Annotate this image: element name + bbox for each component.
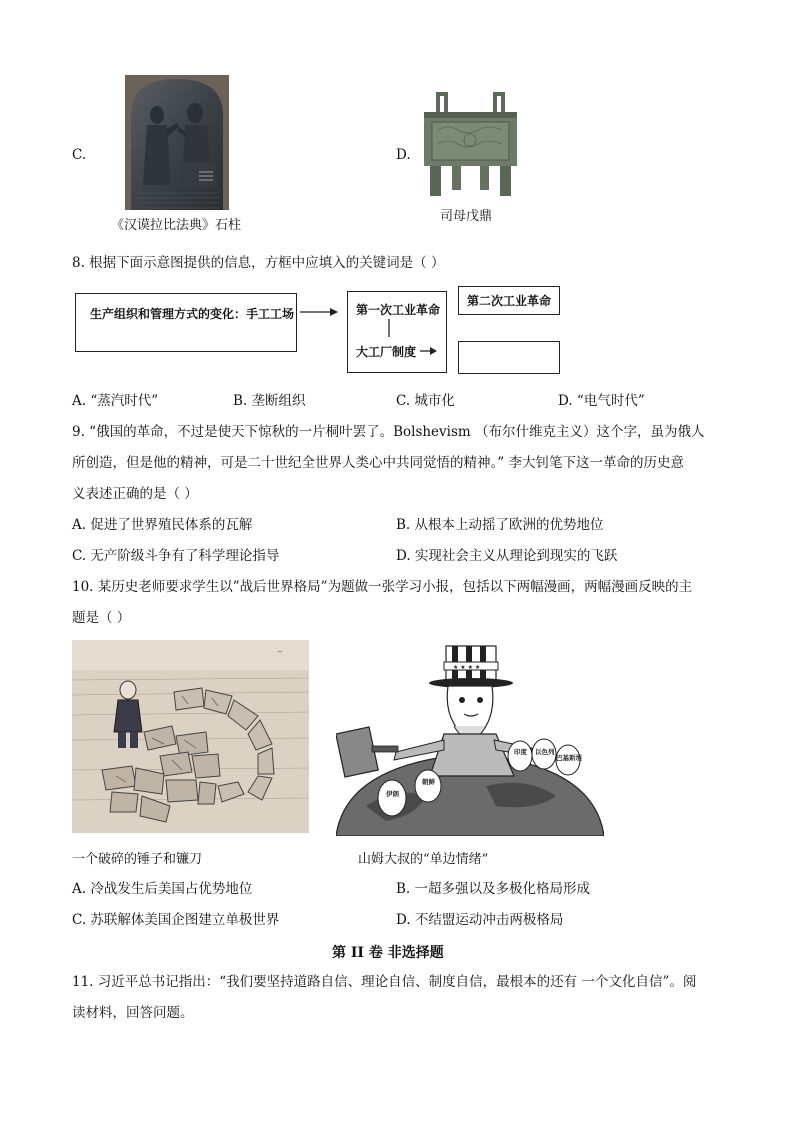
cartoon1-caption: 一个破碎的锤子和镰刀: [72, 852, 203, 867]
q10-option-b[interactable]: B. 一超多强以及多极化格局形成: [396, 881, 591, 897]
q9-stem-line1: 9. “俄国的革命，不过是使天下惊秋的一片桐叶罢了。Bolshevism （布尔什维克主义）这个字，虽为俄人: [72, 424, 705, 440]
q9-option-a[interactable]: A. 促进了世界殖民体系的瓦解: [72, 517, 253, 533]
q8-stem: 8. 根据下面示意图提供的信息，方框中应填入的关键词是（ ）: [72, 255, 445, 271]
simuwu-ding-image: [418, 88, 523, 200]
q7-option-c-label: C.: [72, 147, 87, 163]
cartoon2-caption: 山姆大叔的“单边情绪”: [358, 852, 489, 867]
q9-stem-line2: 所创造，但是他的精神，可是二十世纪全世界人类心中共同觉悟的精神。” 李大钊笔下这一革命的历史意: [72, 455, 684, 471]
diagram-second-revolution-text: 第二次工业革命: [467, 294, 552, 308]
section-title: 第 II 卷 非选择题: [332, 945, 444, 961]
q10-option-d[interactable]: D. 不结盟运动冲击两极格局: [396, 912, 564, 928]
q10-option-a[interactable]: A. 冷战发生后美国占优势地位: [72, 881, 253, 897]
q9-option-c[interactable]: C. 无产阶级斗争有了科学理论指导: [72, 548, 280, 564]
sign-dprk: 朝鲜: [422, 778, 435, 786]
sign-india: 印度: [514, 748, 527, 756]
sign-israel: 以色列: [535, 748, 555, 756]
svg-text:~: ~: [277, 648, 283, 656]
q9-option-d[interactable]: D. 实现社会主义从理论到现实的飞跃: [396, 548, 618, 564]
sign-iran: 伊朗: [386, 790, 399, 798]
diagram-box-handicraft-text: 生产组织和管理方式的变化：手工工场: [90, 307, 295, 321]
q11-stem-line1: 11. 习近平总书记指出：“我们要坚持道路自信、理论自信、制度自信，最根本的还有 一个文化自信”。阅: [72, 974, 697, 990]
diagram-arrow-2: [420, 345, 440, 357]
hammurabi-caption: 《汉谟拉比法典》石柱: [111, 218, 242, 233]
diagram-blank-box[interactable]: [458, 341, 560, 374]
uncle-sam-unilateral-cartoon: [336, 636, 604, 836]
diagram-first-revolution-text: 第一次工业革命: [356, 303, 441, 317]
q10-stem-line2: 题是（ ）: [72, 610, 131, 626]
q10-option-c[interactable]: C. 苏联解体美国企图建立单极世界: [72, 912, 280, 928]
q8-option-b[interactable]: B. 垄断组织: [233, 393, 306, 409]
q8-option-c[interactable]: C. 城市化: [396, 393, 455, 409]
q9-option-b[interactable]: B. 从根本上动摇了欧洲的优势地位: [396, 517, 604, 533]
hammurabi-stele-image: [125, 75, 229, 210]
sign-pakistan: 巴基斯坦: [556, 754, 582, 762]
q7-option-d-label: D.: [396, 147, 411, 163]
diagram-box-handicraft: [75, 293, 297, 352]
diagram-arrow-1: [300, 306, 340, 318]
ding-caption: 司母戊鼎: [440, 209, 493, 224]
q8-option-d[interactable]: D. “电气时代”: [558, 393, 645, 409]
q10-stem-line1: 10. 某历史老师要求学生以”战后世界格局”为题做一张学习小报，包括以下两幅漫画，两幅漫画反映的主: [72, 579, 693, 595]
diagram-factory-system-text: 大工厂制度: [356, 345, 417, 359]
q9-stem-line3: 义表述正确的是（ ）: [72, 486, 198, 502]
q11-stem-line2: 读材料，回答问题。: [72, 1005, 194, 1021]
diagram-connector: [386, 319, 392, 339]
broken-hammer-sickle-cartoon: [72, 640, 309, 833]
q8-option-a[interactable]: A. “蒸汽时代”: [72, 393, 159, 409]
svg-text:★ ★ ★ ★: ★ ★ ★ ★: [453, 664, 481, 671]
